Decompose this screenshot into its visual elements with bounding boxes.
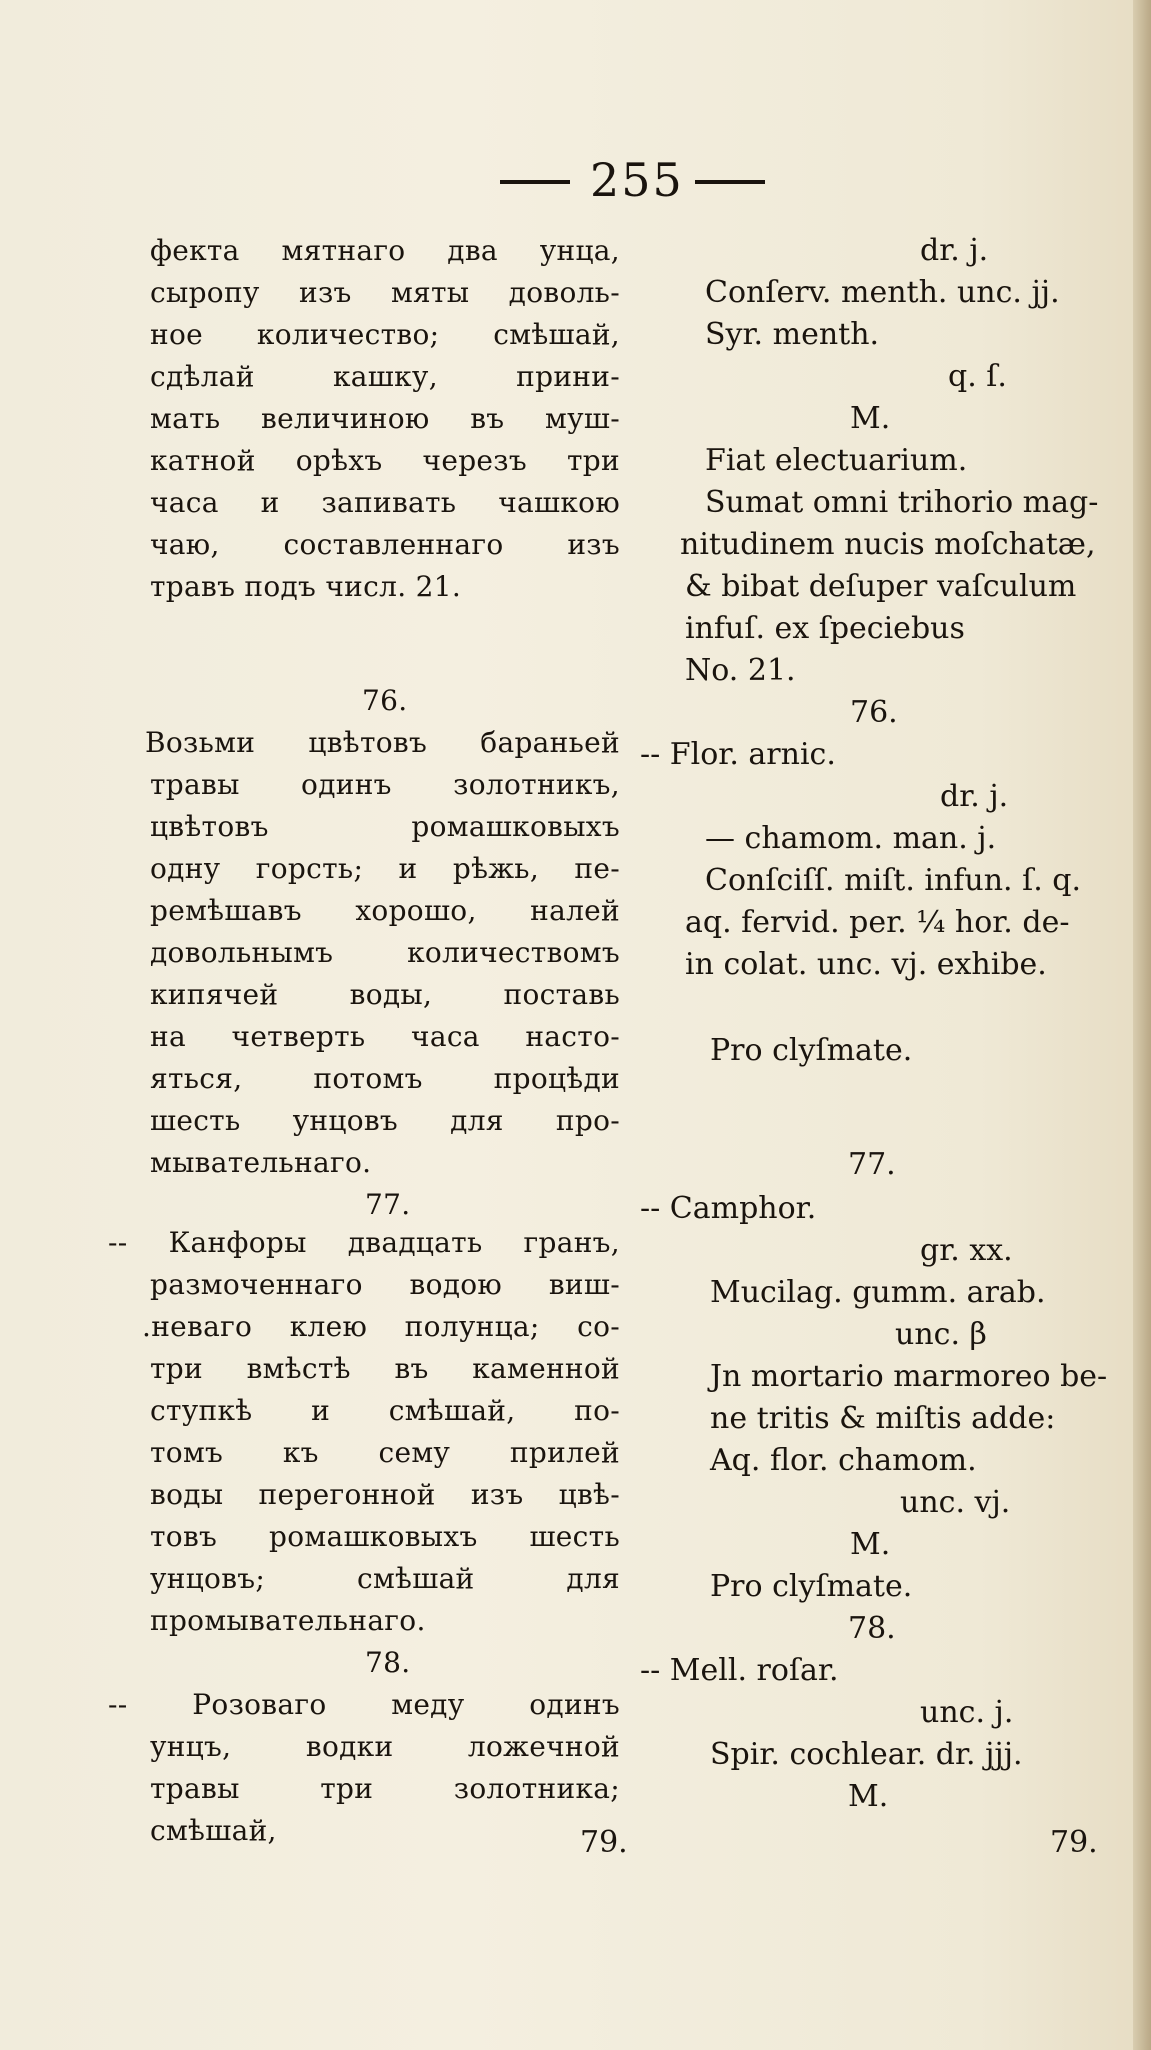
- russian-line-25: .неваго клею полунца; со-: [142, 1310, 620, 1343]
- latin-line-3: Syr. menth.: [705, 317, 880, 352]
- latin-line-14: dr. j.: [940, 779, 1009, 814]
- russian-line-32: промывательнаго.: [150, 1604, 426, 1637]
- latin-line-22: gr. xx.: [920, 1233, 1013, 1268]
- latin-line-30: Pro clyſmate.: [710, 1569, 913, 1604]
- russian-line-10: 76.: [362, 684, 408, 717]
- russian-line-36: травы три золотника;: [150, 1772, 620, 1805]
- russian-line-5: мать величиною въ муш-: [150, 402, 620, 435]
- russian-line-30: товъ ромашковыхъ шесть: [150, 1520, 620, 1553]
- russian-line-9: травъ подъ числ. 21.: [150, 570, 462, 603]
- latin-line-33: unc. j.: [920, 1695, 1014, 1730]
- russian-line-28: томъ къ сему прилей: [150, 1436, 620, 1469]
- russian-line-4: сдѣлай кашку, прини-: [150, 360, 620, 393]
- latin-line-16: Conſciſſ. miſt. infun. ſ. q.: [705, 863, 1082, 898]
- latin-line-11: No. 21.: [685, 653, 796, 688]
- russian-line-18: на четверть часа насто-: [150, 1020, 620, 1053]
- latin-line-23: Mucilag. gumm. arab.: [710, 1275, 1046, 1310]
- latin-line-1: dr. j.: [920, 233, 989, 268]
- russian-line-23: -- Канфоры двадцать гранъ,: [108, 1226, 620, 1259]
- latin-line-4: q. ſ.: [948, 359, 1007, 394]
- latin-line-31: 78.: [848, 1611, 896, 1646]
- latin-line-10: infuſ. ex ſpeciebus: [685, 611, 965, 646]
- russian-line-37: смѣшай,: [150, 1814, 277, 1847]
- russian-line-24: размоченнаго водою виш-: [150, 1268, 620, 1301]
- latin-line-21: -- Camphor.: [640, 1191, 817, 1226]
- latin-line-27: Aq. flor. chamom.: [710, 1443, 977, 1478]
- latin-line-7: Sumat omni trihorio mag-: [705, 485, 1099, 520]
- russian-line-33: 78.: [365, 1646, 411, 1679]
- latin-line-8: nitudinem nucis moſchatæ,: [680, 527, 1096, 562]
- latin-line-26: ne tritis & miſtis adde:: [710, 1401, 1056, 1436]
- latin-line-17: aq. fervid. per. ¼ hor. de-: [685, 905, 1070, 940]
- russian-line-31: унцовъ; смѣшай для: [150, 1562, 620, 1595]
- latin-footer: 79.: [1050, 1825, 1098, 1860]
- page-header: [490, 150, 790, 210]
- russian-line-13: цвѣтовъ ромашковыхъ: [150, 810, 620, 843]
- russian-line-20: шесть унцовъ для про-: [150, 1104, 620, 1137]
- russian-line-7: часа и запивать чашкою: [150, 486, 620, 519]
- russian-line-14: одну горсть; и рѣжь, пе-: [150, 852, 620, 885]
- latin-line-19: Pro clyſmate.: [710, 1033, 913, 1068]
- russian-line-11: Возьми цвѣтовъ бараньей: [145, 726, 620, 759]
- russian-line-21: мывательнаго.: [150, 1146, 372, 1179]
- russian-line-3: ное количество; смѣшай,: [150, 318, 620, 351]
- latin-line-24: unc. β: [895, 1317, 987, 1352]
- latin-line-5: M.: [850, 401, 891, 436]
- latin-line-28: unc. vj.: [900, 1485, 1011, 1520]
- russian-line-12: травы одинъ золотникъ,: [150, 768, 620, 801]
- russian-line-1: фекта мятнаго два унца,: [150, 234, 620, 267]
- russian-line-26: три вмѣстѣ въ каменной: [150, 1352, 620, 1385]
- russian-line-6: катной орѣхъ черезъ три: [150, 444, 620, 477]
- russian-line-27: ступкѣ и смѣшай, по-: [150, 1394, 620, 1427]
- latin-line-13: -- Flor. arnic.: [640, 737, 836, 772]
- russian-line-17: кипячей воды, поставь: [150, 978, 620, 1011]
- latin-line-9: & bibat deſuper vaſculum: [685, 569, 1077, 604]
- russian-line-16: довольнымъ количествомъ: [150, 936, 620, 969]
- latin-line-35: M.: [848, 1779, 889, 1814]
- russian-line-35: унцъ, водки ложечной: [150, 1730, 620, 1763]
- page-edge: [1133, 0, 1151, 2050]
- russian-line-22: 77.: [365, 1188, 411, 1221]
- russian-line-8: чаю, составленнаго изъ: [150, 528, 620, 561]
- header-dash-left: [500, 180, 570, 184]
- russian-line-2: сыропу изъ мяты доволь-: [150, 276, 620, 309]
- latin-line-18: in colat. unc. vj. exhibe.: [685, 947, 1047, 982]
- russian-line-15: ремѣшавъ хорошо, налей: [150, 894, 620, 927]
- latin-line-34: Spir. cochlear. dr. jjj.: [710, 1737, 1023, 1772]
- latin-line-32: -- Mell. roſar.: [640, 1653, 839, 1688]
- latin-line-6: Fiat electuarium.: [705, 443, 968, 478]
- latin-line-25: Jn mortario marmoreo be-: [710, 1359, 1108, 1394]
- latin-line-12: 76.: [850, 695, 898, 730]
- latin-line-15: — chamom. man. j.: [705, 821, 997, 856]
- russian-footer: 79.: [580, 1825, 628, 1860]
- latin-line-20: 77.: [848, 1147, 896, 1182]
- russian-line-29: воды перегонной изъ цвѣ-: [150, 1478, 620, 1511]
- latin-line-2: Conſerv. menth. unc. jj.: [705, 275, 1060, 310]
- russian-line-34: -- Розоваго меду одинъ: [108, 1688, 620, 1721]
- page-number: 255: [590, 153, 684, 207]
- latin-line-29: M.: [850, 1527, 891, 1562]
- header-dash-right: [695, 180, 765, 184]
- russian-line-19: яться, потомъ процѣди: [150, 1062, 620, 1095]
